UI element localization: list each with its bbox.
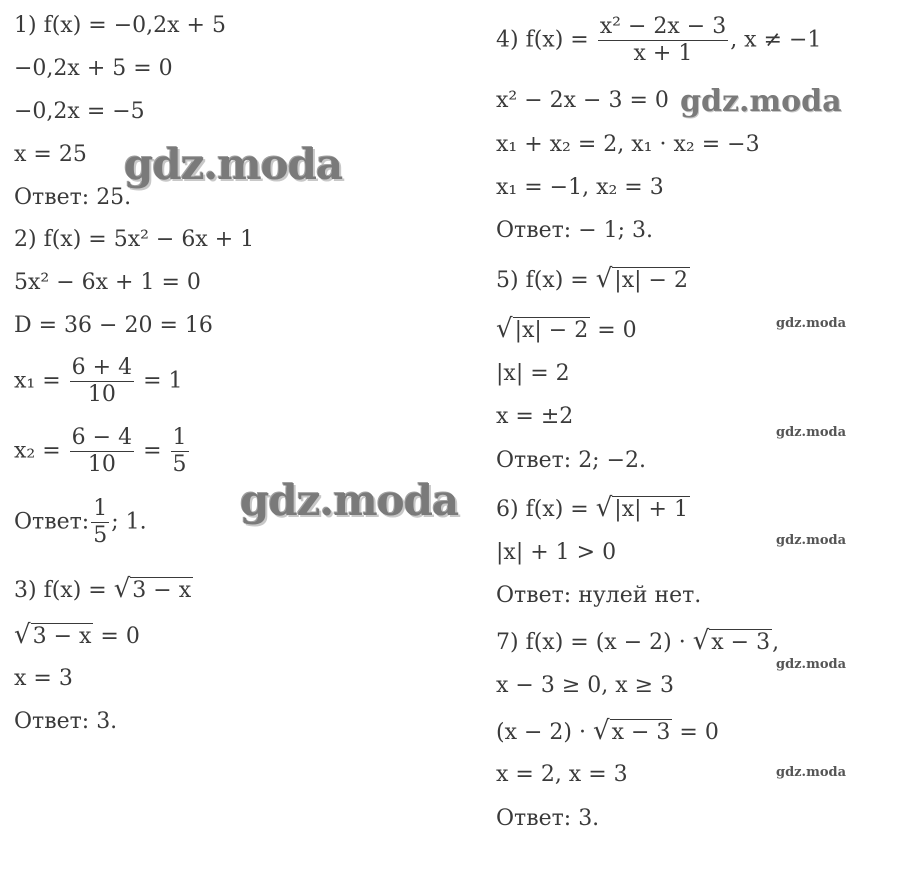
p3-line1-pre: 3) f(x) = xyxy=(14,578,107,603)
p7-line1-pre: 7) f(x) = (x − 2) · xyxy=(496,630,686,655)
sqrt-icon: √ xyxy=(113,574,131,604)
p7-line3 xyxy=(496,718,719,746)
p5-line2-post: = 0 xyxy=(597,318,637,343)
watermark-logo: gdz.moda xyxy=(776,425,847,440)
p5-answer: Ответ: 2; −2. xyxy=(496,448,647,473)
p7-line4: x = 2, x = 3 xyxy=(496,762,628,787)
p2-x1-lhs: x₁ = xyxy=(14,368,61,394)
p7-line2: x − 3 ≥ 0, x ≥ 3 xyxy=(496,673,675,698)
p4-vieta: x₁ + x₂ = 2, x₁ · x₂ = −3 xyxy=(496,132,760,157)
p6-radicand: |x| + 1 xyxy=(614,497,688,522)
p2-x1-rhs: = 1 xyxy=(143,368,183,394)
p6-line2: |x| + 1 > 0 xyxy=(496,540,617,565)
p2-answer-tail: ; 1. xyxy=(111,509,147,535)
p7-answer: Ответ: 3. xyxy=(496,806,600,831)
p7-line3-post: = 0 xyxy=(679,720,719,745)
p3-line1-radicand: 3 − x xyxy=(132,578,192,603)
watermark-logo: gdz.moda xyxy=(680,84,842,119)
watermark-logo: gdz.moda xyxy=(124,140,343,189)
sqrt-icon: √ xyxy=(496,314,513,344)
p4-answer: Ответ: − 1; 3. xyxy=(496,218,654,243)
sqrt-icon: √ xyxy=(14,620,31,650)
p2-x1-fraction xyxy=(70,355,134,408)
p3-line2-post: = 0 xyxy=(100,624,140,649)
p2-x2-result-fraction xyxy=(171,425,189,478)
watermark-logo: gdz.moda xyxy=(240,476,459,525)
p4-line1 xyxy=(496,14,821,67)
p2-x2-result-numerator: 1 xyxy=(172,425,187,450)
p1-answer: Ответ: 25. xyxy=(14,185,132,210)
p7-line3-pre: (x − 2) · xyxy=(496,720,586,745)
p4-denominator: x + 1 xyxy=(633,41,693,66)
p2-discriminant: D = 36 − 20 = 16 xyxy=(14,313,213,338)
p7-radicand: x − 3 xyxy=(711,630,771,655)
p1-line1: 1) f(x) = −0,2x + 5 xyxy=(14,13,226,38)
p2-line1: 2) f(x) = 5x² − 6x + 1 xyxy=(14,227,255,252)
p4-line2: x² − 2x − 3 = 0 xyxy=(496,88,669,113)
p5-line3: |x| = 2 xyxy=(496,361,570,386)
watermark-logo: gdz.moda xyxy=(776,657,847,672)
watermark-logo: gdz.moda xyxy=(776,316,847,331)
p2-x1-denominator: 10 xyxy=(87,382,116,407)
p3-line3: x = 3 xyxy=(14,666,73,691)
p5-line1 xyxy=(496,266,690,294)
p4-condition: , x ≠ −1 xyxy=(730,27,822,53)
p3-line2-radicand: 3 − x xyxy=(32,624,92,649)
sqrt-icon: √ xyxy=(595,264,613,294)
p2-x2-fraction xyxy=(70,425,134,478)
p2-x2-numerator: 6 − 4 xyxy=(71,425,133,450)
p4-roots: x₁ = −1, x₂ = 3 xyxy=(496,175,664,200)
p2-answer-denominator: 5 xyxy=(93,523,108,548)
p2-x2-result-denominator: 5 xyxy=(172,452,187,477)
p1-line3: −0,2x = −5 xyxy=(14,99,145,124)
p5-line2 xyxy=(496,316,637,344)
sqrt-icon: √ xyxy=(692,626,710,656)
p2-x2-lhs: x₂ = xyxy=(14,438,61,464)
p3-line1 xyxy=(14,576,193,604)
p6-line1 xyxy=(496,495,690,523)
p5-line1-pre: 5) f(x) = xyxy=(496,268,589,293)
sqrt-icon: √ xyxy=(592,716,610,746)
p3-answer: Ответ: 3. xyxy=(14,709,118,734)
p5-line4: x = ±2 xyxy=(496,404,574,429)
p4-line1-pre: 4) f(x) = xyxy=(496,27,589,53)
p3-line2 xyxy=(14,622,140,650)
sqrt-icon: √ xyxy=(595,493,613,523)
watermark-logo: gdz.moda xyxy=(776,765,847,780)
p7-line1-post: , xyxy=(772,630,780,655)
p2-answer-label: Ответ: xyxy=(14,509,90,535)
p2-x2 xyxy=(14,425,191,478)
p2-x2-eq: = xyxy=(143,438,162,464)
p2-answer xyxy=(14,496,147,549)
p4-numerator: x² − 2x − 3 xyxy=(599,14,727,39)
p6-answer: Ответ: нулей нет. xyxy=(496,583,702,608)
p1-line4: x = 25 xyxy=(14,142,87,167)
p5-line2-radicand: |x| − 2 xyxy=(514,318,589,343)
p7-line1 xyxy=(496,628,779,656)
p2-line2: 5x² − 6x + 1 = 0 xyxy=(14,270,201,295)
p6-line1-pre: 6) f(x) = xyxy=(496,497,589,522)
p4-fraction xyxy=(598,14,728,67)
p5-line1-radicand: |x| − 2 xyxy=(614,268,688,293)
watermark-logo: gdz.moda xyxy=(776,533,847,548)
p2-answer-fraction xyxy=(91,496,109,549)
p2-x1 xyxy=(14,355,183,408)
p2-answer-numerator: 1 xyxy=(93,496,108,521)
p7-line3-radicand: x − 3 xyxy=(611,720,671,745)
p2-x1-numerator: 6 + 4 xyxy=(71,355,133,380)
p2-x2-denominator: 10 xyxy=(87,452,116,477)
p1-line2: −0,2x + 5 = 0 xyxy=(14,56,173,81)
